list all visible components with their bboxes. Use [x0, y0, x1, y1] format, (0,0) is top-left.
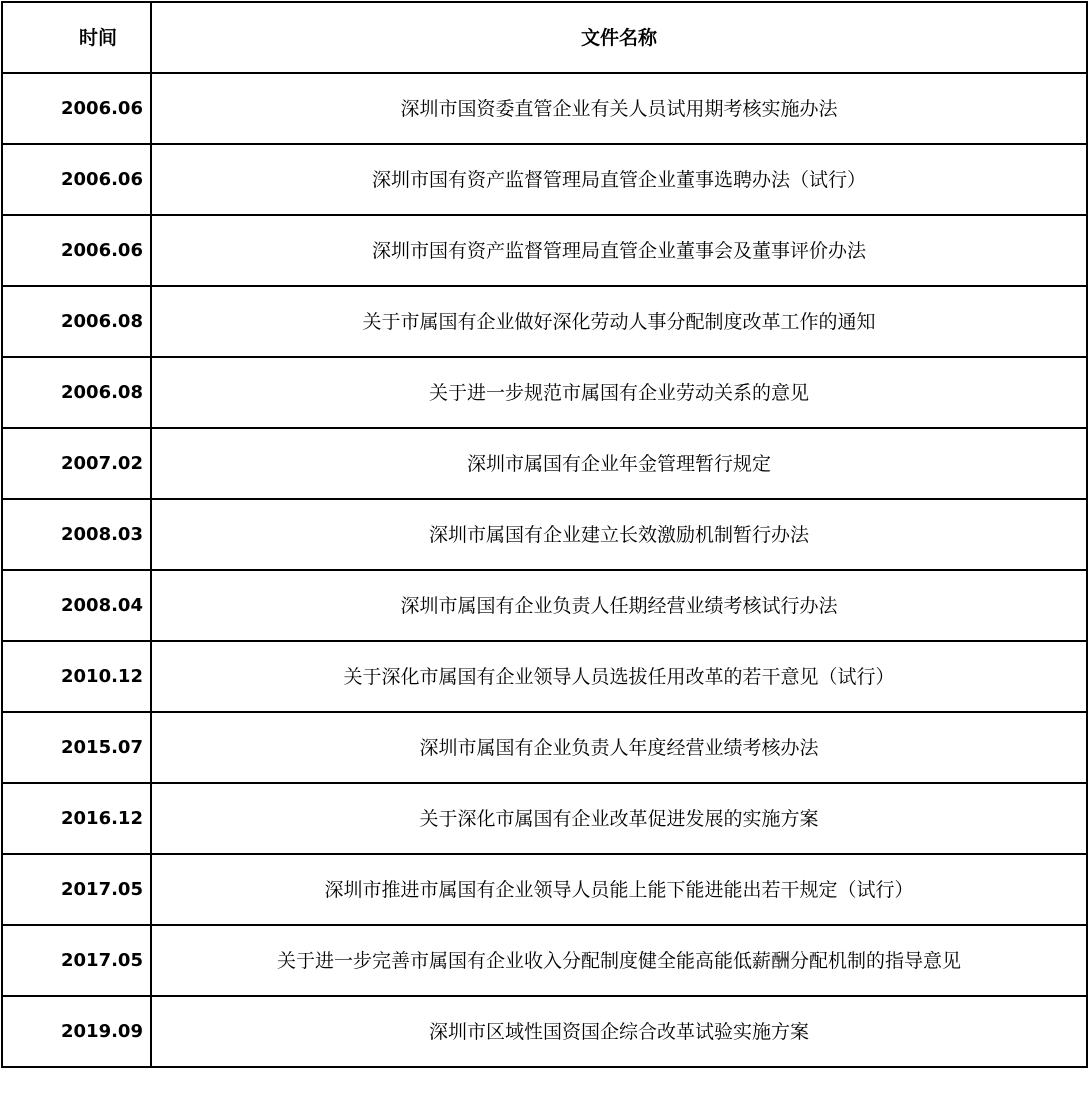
row-document-name: 关于市属国有企业做好深化劳动人事分配制度改革工作的通知	[151, 286, 1087, 357]
row-date: 2006.08	[2, 286, 151, 357]
table-row	[2, 854, 1087, 925]
table-row	[2, 925, 1087, 996]
table-row	[2, 570, 1087, 641]
header-document-name: 文件名称	[151, 2, 1087, 73]
row-date: 2006.06	[2, 215, 151, 286]
table-row	[2, 428, 1087, 499]
table-row	[2, 73, 1087, 144]
table-row	[2, 286, 1087, 357]
row-document-name: 深圳市国有资产监督管理局直管企业董事选聘办法（试行）	[151, 144, 1087, 215]
row-date: 2015.07	[2, 712, 151, 783]
row-date: 2010.12	[2, 641, 151, 712]
row-date: 2006.06	[2, 144, 151, 215]
row-document-name: 关于深化市属国有企业领导人员选拔任用改革的若干意见（试行）	[151, 641, 1087, 712]
row-date: 2019.09	[2, 996, 151, 1067]
row-document-name: 深圳市属国有企业年金管理暂行规定	[151, 428, 1087, 499]
table-row	[2, 215, 1087, 286]
row-date: 2007.02	[2, 428, 151, 499]
table-row	[2, 144, 1087, 215]
row-date: 2008.04	[2, 570, 151, 641]
row-date: 2017.05	[2, 925, 151, 996]
row-document-name: 深圳市区域性国资国企综合改革试验实施方案	[151, 996, 1087, 1067]
row-document-name: 关于深化市属国有企业改革促进发展的实施方案	[151, 783, 1087, 854]
row-document-name: 深圳市推进市属国有企业领导人员能上能下能进能出若干规定（试行）	[151, 854, 1087, 925]
table-row	[2, 357, 1087, 428]
row-document-name: 深圳市国资委直管企业有关人员试用期考核实施办法	[151, 73, 1087, 144]
row-document-name: 深圳市属国有企业负责人年度经营业绩考核办法	[151, 712, 1087, 783]
table-row	[2, 641, 1087, 712]
row-document-name: 深圳市属国有企业建立长效激励机制暂行办法	[151, 499, 1087, 570]
table-row	[2, 712, 1087, 783]
row-date: 2006.08	[2, 357, 151, 428]
header-date: 时间	[2, 2, 151, 73]
table-row	[2, 996, 1087, 1067]
row-date: 2016.12	[2, 783, 151, 854]
row-document-name: 深圳市国有资产监督管理局直管企业董事会及董事评价办法	[151, 215, 1087, 286]
row-date: 2006.06	[2, 73, 151, 144]
table-row	[2, 783, 1087, 854]
row-document-name: 深圳市属国有企业负责人任期经营业绩考核试行办法	[151, 570, 1087, 641]
row-document-name: 关于进一步规范市属国有企业劳动关系的意见	[151, 357, 1087, 428]
header-row	[2, 2, 1087, 73]
row-date: 2008.03	[2, 499, 151, 570]
row-date: 2017.05	[2, 854, 151, 925]
policy-documents-table	[1, 1, 1088, 1068]
row-document-name: 关于进一步完善市属国有企业收入分配制度健全能高能低薪酬分配机制的指导意见	[151, 925, 1087, 996]
table-row	[2, 499, 1087, 570]
